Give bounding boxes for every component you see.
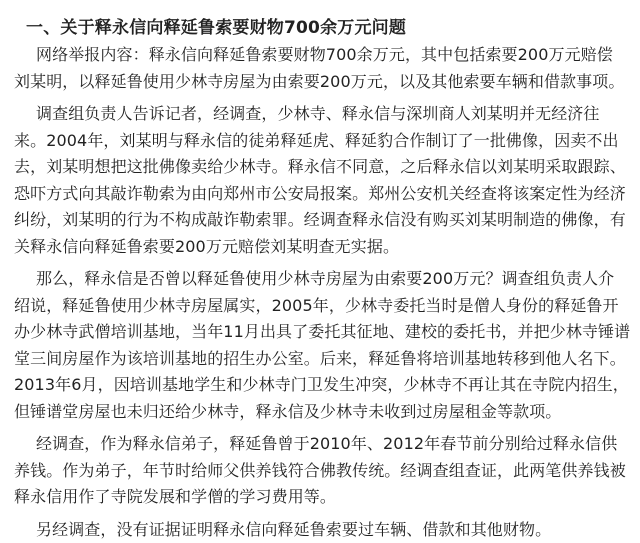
paragraph-line: 纠纷，刘某明的行为不构成敲诈勒索罪。经调查释永信没有购买刘某明制造的佛像，有 (14, 207, 630, 234)
paragraph-line: 网络举报内容：释永信向释延鲁索要财物700余万元，其中包括索要200万元赔偿 (14, 42, 630, 69)
paragraph-line: 办少林寺武僧培训基地，当年11月出具了委托其征地、建校的委托书，并把少林寺锤谱 (14, 319, 630, 346)
paragraph-report-content (14, 42, 630, 95)
paragraph-line: 但锤谱堂房屋也未归还给少林寺，释永信及少林寺未收到过房屋租金等款项。 (14, 399, 630, 426)
paragraph-line: 释永信用作了寺院发展和学僧的学习费用等。 (14, 484, 630, 511)
paragraph-investigation-liu (14, 101, 630, 260)
paragraph-line: 恐吓方式向其敲诈勒索为由向郑州市公安局报案。郑州公安机关经查将该案定性为经济 (14, 181, 630, 208)
paragraph-line: 经调查，作为释永信弟子，释延鲁曾于2010年、2012年春节前分别给过释永信供 (14, 431, 630, 458)
paragraph-line: 2013年6月，因培训基地学生和少林寺门卫发生冲突，少林寺不再让其在寺院内招生， (14, 372, 630, 399)
paragraph-line: 养钱。作为弟子，年节时给师父供养钱符合佛教传统。经调查组查证，此两笔供养钱被 (14, 458, 630, 485)
paragraph-offerings (14, 431, 630, 511)
paragraph-line: 另经调查，没有证据证明释永信向释延鲁索要过车辆、借款和其他财物。 (14, 517, 630, 543)
paragraph-line: 绍说，释延鲁使用少林寺房屋属实，2005年，少林寺委托当时是僧人身份的释延鲁开 (14, 293, 630, 320)
paragraph-line: 关释永信向释延鲁索要200万元赔偿刘某明查无实据。 (14, 234, 630, 261)
paragraph-house-usage (14, 266, 630, 425)
paragraph-line: 来。2004年，刘某明与释永信的徒弟释延虎、释延豹合作制订了一批佛像，因卖不出 (14, 128, 630, 155)
paragraph-line: 调查组负责人告诉记者，经调查，少林寺、释永信与深圳商人刘某明并无经济往 (14, 101, 630, 128)
paragraph-line: 刘某明，以释延鲁使用少林寺房屋为由索要200万元，以及其他索要车辆和借款事项。 (14, 69, 630, 96)
paragraph-line: 去，刘某明想把这批佛像卖给少林寺。释永信不同意，之后释永信以刘某明采取跟踪、 (14, 154, 630, 181)
paragraph-line: 堂三间房屋作为该培训基地的招生办公室。后来，释延鲁将培训基地转移到他人名下。 (14, 346, 630, 373)
paragraph-conclusion (14, 517, 630, 543)
section-heading: 一、关于释永信向释延鲁索要财物700余万元问题 (26, 16, 630, 40)
paragraph-line: 那么，释永信是否曾以释延鲁使用少林寺房屋为由索要200万元？调查组负责人介 (14, 266, 630, 293)
